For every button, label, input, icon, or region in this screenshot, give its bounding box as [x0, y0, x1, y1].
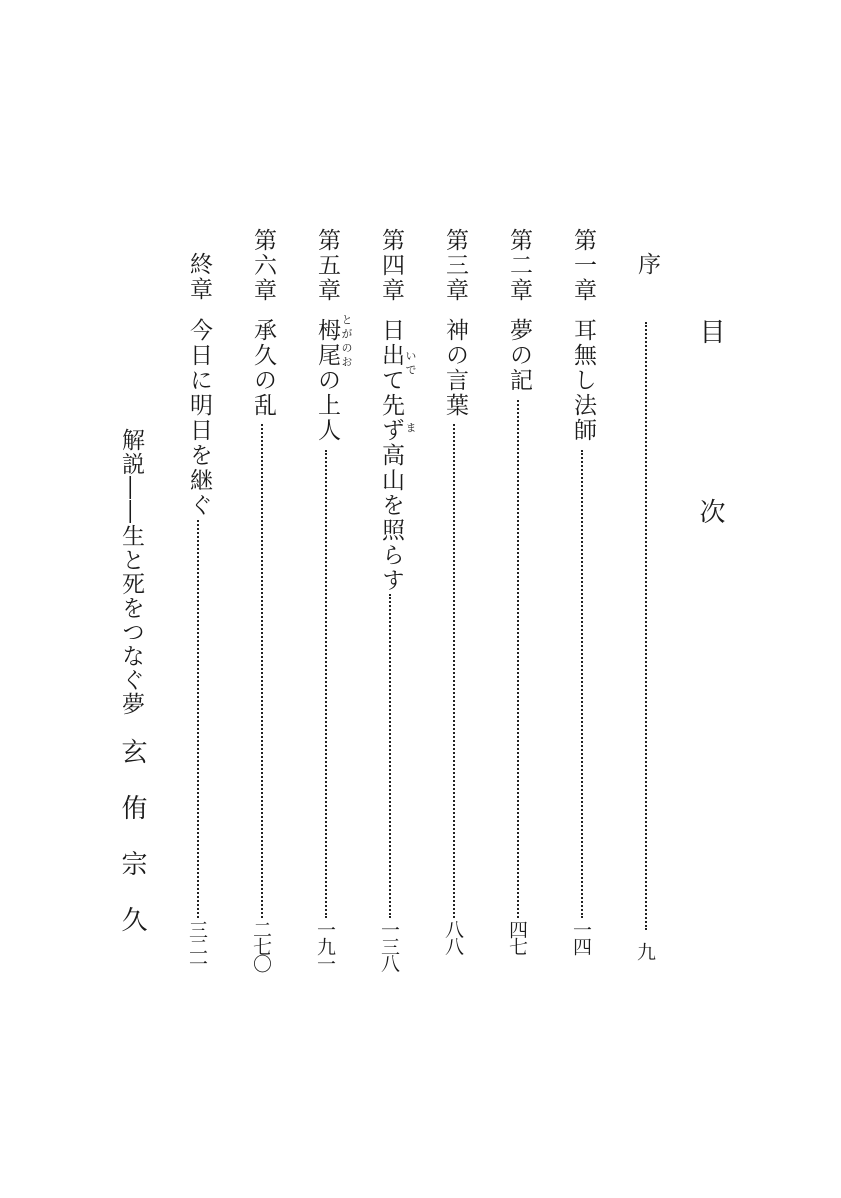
- toc-title: 目 次: [695, 318, 725, 588]
- chapter6-page-number: 二七〇: [250, 920, 272, 971]
- chapter4-ruby-ide: いで: [404, 350, 417, 378]
- chapter2-label: 第二章: [506, 228, 532, 303]
- chapter2-leader: [517, 400, 519, 918]
- chapter5-page-number: 一九一: [314, 920, 336, 971]
- final-chapter-page-number: 三二一: [186, 920, 208, 971]
- preface-label: 序: [634, 252, 660, 277]
- final-chapter-label: 終章: [186, 252, 212, 302]
- chapter6-leader: [261, 424, 263, 918]
- chapter2-title: 夢の記: [506, 318, 532, 393]
- chapter4-title: 日出て先ず高山を照らす: [378, 318, 404, 593]
- chapter6-label: 第六章: [250, 228, 276, 303]
- preface-page-number: 九: [634, 942, 656, 959]
- final-chapter-title: 今日に明日を継ぐ: [186, 318, 212, 518]
- chapter4-page-number: 一三八: [378, 920, 400, 971]
- chapter4-ruby-ma: ま: [404, 422, 417, 436]
- final-chapter-leader: [197, 520, 199, 918]
- chapter5-leader: [325, 450, 327, 918]
- commentary-title: 解説――生と死をつなぐ夢: [118, 428, 144, 716]
- chapter4-leader: [389, 594, 391, 918]
- chapter1-leader: [581, 450, 583, 918]
- chapter6-title: 承久の乱: [250, 318, 276, 418]
- chapter1-label: 第一章: [570, 228, 596, 303]
- chapter3-page-number: 八八: [442, 920, 464, 954]
- chapter3-leader: [453, 424, 455, 918]
- preface-leader: [645, 322, 647, 930]
- chapter1-title: 耳無し法師: [570, 318, 596, 443]
- chapter5-ruby: とがのお: [340, 314, 353, 370]
- chapter3-title: 神の言葉: [442, 318, 468, 418]
- chapter5-title: 栂尾の上人: [314, 318, 340, 443]
- chapter2-page-number: 四七: [506, 920, 528, 954]
- chapter3-label: 第三章: [442, 228, 468, 303]
- chapter5-label: 第五章: [314, 228, 340, 303]
- chapter4-label: 第四章: [378, 228, 404, 303]
- commentary-author: 玄侑宗久: [117, 738, 147, 962]
- chapter1-page-number: 一四: [570, 920, 592, 954]
